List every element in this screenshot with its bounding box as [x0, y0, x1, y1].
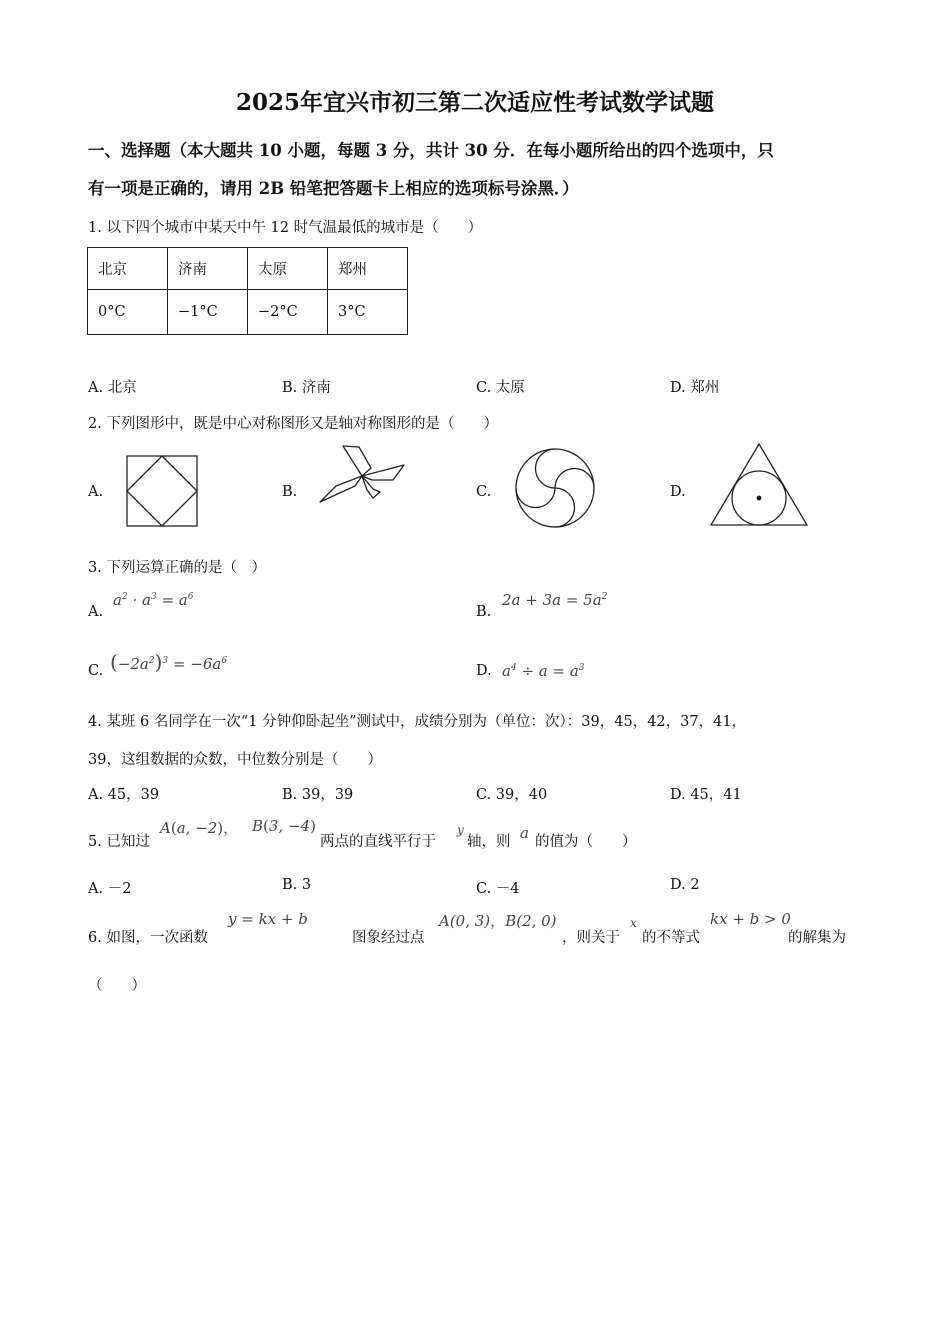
q2-label-c[interactable]: C.	[476, 484, 492, 500]
table-cell: −1°C	[168, 290, 248, 335]
q3-label-a[interactable]: A.	[88, 604, 104, 620]
q3-label-b[interactable]: B.	[476, 604, 492, 620]
q6-inequality: kx + b > 0	[710, 910, 791, 928]
q5-option-d[interactable]: D. 2	[670, 877, 700, 893]
figure-swirl-circle	[513, 446, 597, 530]
q1-option-b[interactable]: B. 济南	[282, 380, 331, 396]
q2-label-b[interactable]: B.	[282, 484, 298, 500]
q6-function: y = kx + b	[228, 910, 308, 928]
q6-answer-blank: （ ）	[88, 978, 146, 994]
table-cell: 济南	[168, 248, 248, 290]
q5-option-b[interactable]: B. 3	[282, 877, 312, 893]
q1-option-d[interactable]: D. 郑州	[670, 380, 720, 396]
q4-option-d[interactable]: D. 45，41	[670, 787, 742, 803]
table-row	[88, 290, 408, 335]
q4-option-b[interactable]: B. 39，39	[282, 787, 354, 803]
q2-label-d[interactable]: D.	[670, 484, 686, 500]
section-heading-line1: 一、选择题（本大题共 10 小题，每题 3 分，共计 30 分．在每小题所给出的四个选项中，只	[88, 141, 774, 160]
figure-triangle-incircle	[708, 442, 810, 528]
q2-stem: 2. 下列图形中，既是中心对称图形又是轴对称图形的是（ ）	[88, 416, 498, 432]
q6-prefix: 6. 如图，一次函数	[88, 930, 208, 946]
q4-option-c[interactable]: C. 39，40	[476, 787, 548, 803]
table-cell: 郑州	[328, 248, 408, 290]
q4-line2: 39，这组数据的众数，中位数分别是（ ）	[88, 752, 382, 768]
figure-pinwheel	[318, 442, 408, 506]
q3-label-d[interactable]: D.	[476, 663, 492, 679]
q6-ineq-word: 的不等式	[642, 930, 700, 946]
table-cell: −2°C	[248, 290, 328, 335]
q3-expression-b: $2a + 3a = 5a^2$	[502, 591, 608, 609]
table-cell: 3°C	[328, 290, 408, 335]
q3-expression-c: $(-2a^2)^3 = -6a^6$	[110, 650, 228, 674]
q4-option-a[interactable]: A. 45，39	[88, 787, 160, 803]
q5-option-a[interactable]: A. －2	[88, 881, 132, 897]
q5-a-variable: a	[520, 824, 529, 842]
q1-stem: 1. 以下四个城市中某天中午 12 时气温最低的城市是（ ）	[88, 220, 483, 236]
table-cell: 太原	[248, 248, 328, 290]
q3-expression-d: $a^4 \div a = a^3$	[502, 662, 585, 680]
q1-option-a[interactable]: A. 北京	[88, 380, 137, 396]
section-heading-line2: 有一项是正确的，请用 2B 铅笔把答题卡上相应的选项标号涂黑．）	[88, 179, 579, 198]
q6-x-variable: x	[630, 916, 637, 930]
q5-option-c[interactable]: C. －4	[476, 881, 520, 897]
q5-point-a: A(a, −2)，	[160, 819, 239, 837]
q3-stem: 3. 下列运算正确的是（ ）	[88, 560, 266, 576]
table-cell: 0°C	[88, 290, 168, 335]
q5-axis-word: 轴，则	[467, 834, 511, 850]
q5-y-variable: y	[457, 823, 464, 837]
q5-middle: 两点的直线平行于	[320, 834, 436, 850]
figure-square-diamond	[125, 454, 199, 528]
q3-label-c[interactable]: C.	[88, 663, 104, 679]
q5-point-b: B(3, −4)	[252, 817, 316, 835]
q2-label-a[interactable]: A.	[88, 484, 104, 500]
q1-temperature-table	[87, 247, 408, 335]
q4-line1: 4. 某班 6 名同学在一次“1 分钟仰卧起坐”测试中，成绩分别为（单位：次）：39，45，42，37，41，	[88, 714, 747, 730]
table-cell: 北京	[88, 248, 168, 290]
q3-expression-a: $a^2 \cdot a^3 = a^6$	[113, 591, 194, 609]
q5-suffix: 的值为（ ）	[535, 834, 637, 850]
table-row	[88, 248, 408, 290]
q6-middle: 图象经过点	[352, 930, 425, 946]
q5-prefix: 5. 已知过	[88, 834, 150, 850]
page-title: 2025年宜兴市初三第二次适应性考试数学试题	[235, 89, 714, 116]
section-heading	[88, 132, 868, 208]
q6-suffix: 的解集为	[788, 930, 846, 946]
q1-option-c[interactable]: C. 太原	[476, 380, 525, 396]
q6-about: ，则关于	[562, 930, 620, 946]
q6-points: A(0, 3)，B(2, 0)	[439, 912, 557, 930]
